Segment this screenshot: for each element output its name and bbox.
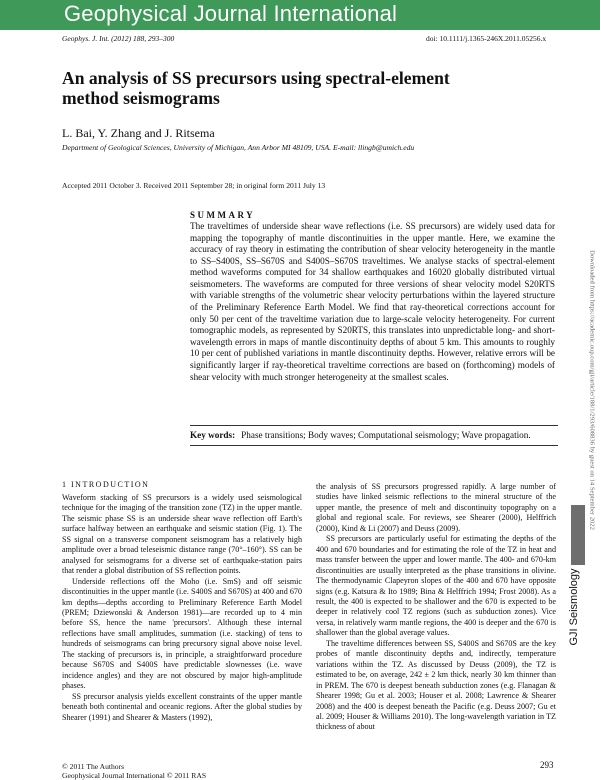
text-column-right (316, 482, 556, 733)
keywords-rule-top (190, 425, 558, 426)
paragraph: Waveform stacking of SS precursors is a widely used seismological technique for the imaging of the transition zone (TZ) in the upper mantle. The seismic phase SS is an underside shear wave reflection off Earth's surface halfway between an earthquake and seismic station (Fig. 1). The SS signal on a transverse component seismogram has a relatively high amplitude over a broad teleseismic distance range (70°–160°). SS can be analysed for seismograms for a diverse set of earthquake-station pairs that render a global distribution of SS reflection points. (62, 493, 302, 576)
paragraph: The traveltime differences between SS, S400S and S670S are the key probes of mantle discontinuity depths and, indirectly, temperature variations within the TZ. As discussed by Deuss (2009), the TZ is estimated to be, on average, 242 ± 2 km thick, nearly 30 km thinner than in PREM. The 670 is deepest beneath subduction zones (e.g. Flanagan & Shearer 1998; Gu et al. 2003; Houser et al. 2008; Lawrence & Shearer 2008) and the 400 is deepest beneath the Pacific (e.g. Deuss 2007; Gu et al. 2009; Houser & Williams 2010). The long-wavelength variation in TZ thickness of about (316, 638, 556, 732)
article-title: An analysis of SS precursors using spectral-element method seismograms (62, 68, 450, 108)
paragraph: SS precursors are particularly useful for estimating the depths of the 400 and 670 boundaries and for estimating the role of the TZ in heat and mass transfer between the upper and lower mantle. The 400- and 670-km discontinuities are usually interpreted as the phase transitions in olivine. The thermodynamic Clapeyron slopes of the 400 and 670 have opposite signs (e.g. Katsura & Ito 1989; Bina & Helffrich 1994; Frost 2008). As a result, the 400 is expected to be shallower and the 670 is expected to be deeper in relatively cool TZ regions (such as subduction zones). Vice versa, in relatively warm mantle regions, the 400 is deeper and the 670 is shallower than the global average values. (316, 534, 556, 638)
paragraph: Underside reflections off the Moho (i.e. SmS) and off seismic discontinuities in the upper mantle (i.e. S400S and S670S) at 400 and 670 km depths—depths according to Preliminary Reference Earth Model (PREM; Dziewonski & Anderson 1981)—are recorded up to 4 min before SS, hence the name 'precursors'. Although these internal reflections have small amplitudes, summation (i.e. stacking) of tens to hundreds of seismograms can bring precursory signal above noise level. The stacking of precursors is, in principle, a straightforward procedure because S670S and S400S have predictable slownesses (i.e. wave incidence angles) and they are not obscured by major high-amplitude phases. (62, 576, 302, 691)
section-tab-marker (571, 505, 585, 565)
paragraph: SS precursor analysis yields excellent constraints of the upper mantle beneath both continental and oceanic regions. After the global studies by Shearer (1991) and Shearer & Masters (1992), (62, 691, 302, 722)
summary-text: The traveltimes of underside shear wave reflections (i.e. SS precursors) are widely used data for mapping the topography of mantle discontinuities in the upper mantle. Here, we examine the accuracy of ray theory in estimating the contribution of shear velocity heterogeneity in the mantle to SS–S400S, SS–S670S and S400S–S670S traveltimes. We analyse stacks of spectral-element method waveforms computed for 34 shallow earthquakes and 16020 globally distributed virtual seismometers. The waveforms are computed for three versions of shear velocity model S20RTS with variable strengths of the volumetric shear velocity perturbations within the layered structure of the Preliminary Reference Earth Model. We find that ray-theoretical corrections account for only 50 per cent of the traveltime variation due to large-scale velocity heterogeneity. For current tomographic models, as represented by S20RTS, this translates into unpredictable long- and short-wavelength errors in maps of mantle discontinuity depths of about 5 km. This amounts to roughly 10 per cent of published variations in mantle discontinuity depths. However, relative errors will be significantly larger if ray-theoretical traveltime corrections are based on (forthcoming) models of shear velocity with much stronger heterogeneity at the smallest scales. (190, 221, 555, 382)
download-watermark: Downloaded from https://academic.oup.com/gji/article/188/1/293/608836 by guest on 14 September 2022 (588, 250, 596, 530)
paragraph: the analysis of SS precursors progressed rapidly. A large number of studies have linked seismic reflections to the mineral structure of the upper mantle, the presence of melt and discontinuity topography on a global and regional scale. For reviews, see Shearer (2000), Helffrich (2000), Kind & Li (2007) and Deuss (2009). (316, 482, 556, 533)
keywords (190, 430, 531, 440)
keywords-list: Phase transitions; Body waves; Computational seismology; Wave propagation. (241, 430, 531, 440)
text-column-left (62, 493, 302, 723)
journal-banner (0, 0, 600, 30)
article-dates: Accepted 2011 October 3. Received 2011 September 28; in original form 2011 July 13 (62, 181, 326, 190)
affiliation: Department of Geological Sciences, University of Michigan, Ann Arbor MI 48109, USA. E-mail: llingb@umich.edu (62, 143, 415, 152)
gji-section-label: GJI Seismology (568, 568, 580, 646)
keywords-label: Key words: (190, 430, 236, 440)
keywords-rule-bottom (190, 445, 558, 446)
citation: Geophys. J. Int. (2012) 188, 293–300 (62, 34, 175, 43)
section-heading-introduction: 1 INTRODUCTION (62, 480, 150, 489)
journal-name: Geophysical Journal International (64, 1, 398, 26)
page-number: 293 (540, 760, 554, 770)
doi[interactable]: doi: 10.1111/j.1365-246X.2011.05256.x (426, 34, 547, 43)
footer-copyright-journal: Geophysical Journal International © 2011 RAS (62, 771, 207, 780)
footer-copyright-authors: © 2011 The Authors (62, 762, 125, 771)
summary-heading: SUMMARY (190, 210, 256, 220)
authors: L. Bai, Y. Zhang and J. Ritsema (62, 126, 215, 140)
